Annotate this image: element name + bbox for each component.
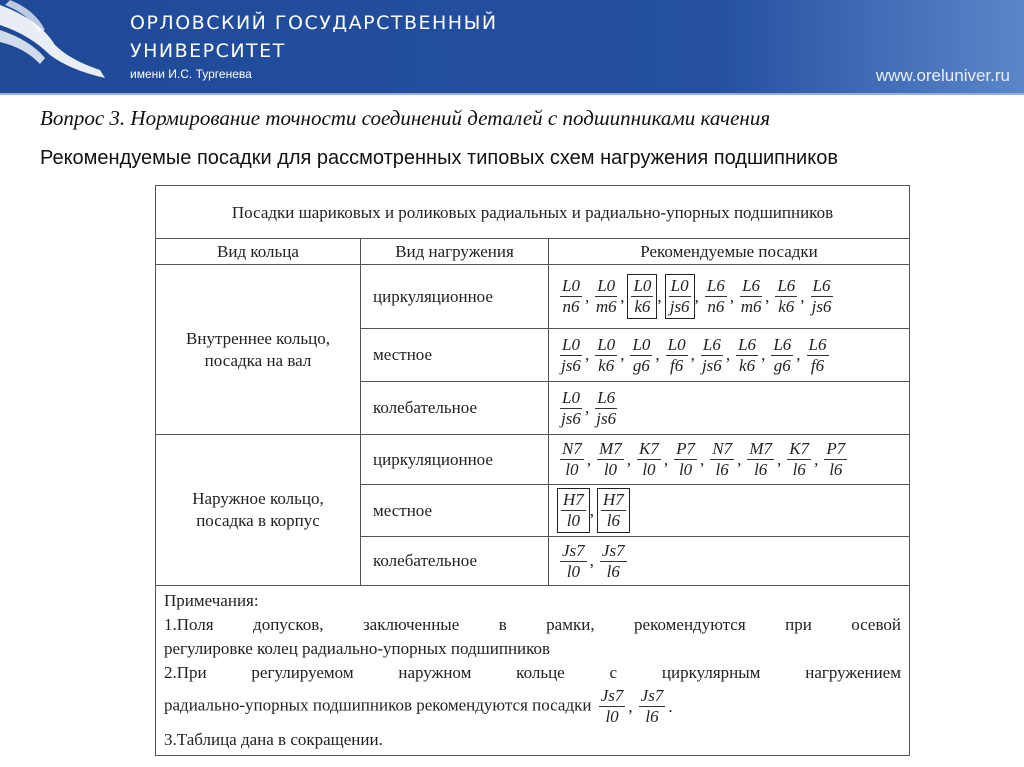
fit-fraction (663, 334, 691, 377)
fits-table (155, 185, 910, 756)
fit-numerator: H7 (603, 490, 624, 509)
fit-fraction (804, 334, 832, 377)
fit-fraction (557, 334, 585, 377)
fit-denominator: g6 (632, 355, 650, 375)
fit-fraction (772, 275, 800, 318)
fit-fraction (557, 275, 585, 318)
separator: , (628, 696, 633, 716)
slide-subtitle: Рекомендуемые посадки для рассмотренных типовых схем нагружения подшипников (40, 147, 838, 169)
fit-denominator: m6 (740, 297, 762, 316)
separator: , (725, 345, 731, 364)
table-title: Посадки шариковых и роликовых радиальных и радиально-упорных подшипников (156, 186, 910, 239)
fit-denominator: l0 (565, 460, 579, 479)
fit-fraction (821, 438, 850, 481)
separator: , (737, 449, 742, 469)
fit-numerator: L0 (633, 276, 652, 295)
fit-denominator: l6 (606, 511, 621, 530)
fit-denominator: js6 (596, 408, 617, 428)
notes-cell (156, 586, 910, 756)
table-row (156, 265, 910, 329)
fit-numerator: L0 (632, 334, 651, 354)
fit-fraction (557, 488, 590, 533)
note-2-line2 (164, 685, 901, 728)
website-link[interactable]: www.oreluniver.ru (875, 66, 1010, 85)
fit-numerator: M7 (749, 439, 773, 458)
separator: , (700, 449, 705, 469)
fit-denominator: l0 (678, 460, 693, 479)
separator: , (694, 286, 699, 306)
fit-numerator: Js7 (600, 686, 624, 705)
fit-numerator: L0 (562, 276, 580, 295)
separator: , (690, 345, 695, 364)
separator: , (589, 551, 594, 570)
fit-denominator: l6 (645, 707, 659, 726)
fit-fraction (597, 488, 630, 533)
fit-numerator: L0 (562, 334, 580, 354)
fits-cell (549, 435, 910, 485)
fits-cell (549, 382, 910, 435)
fit-denominator: g6 (773, 355, 791, 375)
separator: , (626, 449, 632, 469)
fit-fraction (594, 438, 627, 481)
fits-cell (549, 329, 910, 382)
note-2-fits (596, 686, 676, 726)
separator: , (584, 286, 590, 306)
fit-numerator: Js7 (640, 686, 664, 705)
fit-numerator: L6 (808, 334, 827, 354)
fit-numerator: L0 (562, 387, 580, 407)
fit-numerator: L0 (597, 276, 616, 295)
fit-fraction (737, 275, 765, 318)
fit-numerator: L0 (667, 334, 686, 354)
fit-denominator: js6 (811, 297, 832, 316)
separator: , (729, 286, 735, 306)
question-title: Вопрос 3. Нормирование точности соединений деталей с подшипниками качения (40, 106, 771, 130)
fit-denominator: js6 (561, 408, 581, 428)
fit-numerator: Js7 (601, 540, 625, 560)
fits-cell (549, 485, 910, 537)
fit-numerator: L6 (702, 334, 721, 354)
fit-numerator: L6 (777, 276, 796, 295)
fit-fraction (702, 275, 730, 318)
separator: , (761, 345, 766, 364)
separator: , (620, 286, 625, 306)
fit-denominator: js6 (561, 355, 581, 375)
fit-numerator: H7 (563, 490, 584, 509)
fit-fraction (808, 275, 836, 318)
fit-fraction (768, 334, 796, 377)
load-type-cell: колебательное (361, 537, 549, 586)
fit-denominator: l0 (566, 511, 580, 530)
separator: , (655, 345, 660, 364)
ring-type-cell: Наружное кольцо, посадка в корпус (156, 435, 361, 586)
fit-fraction (627, 334, 655, 377)
fit-numerator: L0 (597, 334, 616, 354)
separator: . (668, 696, 673, 716)
fit-fraction (557, 438, 587, 481)
fit-numerator: M7 (599, 439, 622, 458)
fit-denominator: l6 (606, 561, 620, 581)
fit-numerator: L6 (597, 387, 616, 407)
fit-numerator: L6 (773, 334, 792, 354)
fit-denominator: m6 (595, 297, 617, 316)
note-2-text: радиально-упорных подшипников рекомендуются посадки (164, 695, 592, 715)
fit-fraction (636, 685, 669, 728)
fit-fraction (671, 438, 700, 481)
table-row (156, 435, 910, 485)
fit-fraction (744, 438, 777, 481)
separator: , (657, 286, 662, 306)
university-name-line3: имени И.С. Тургенева (130, 67, 252, 81)
fit-numerator: N7 (562, 439, 582, 458)
fit-numerator: P7 (826, 439, 846, 458)
separator: , (586, 449, 592, 469)
separator: , (765, 286, 770, 306)
fit-numerator: L6 (742, 276, 761, 295)
header-recommended-fits: Рекомендуемые посадки (549, 239, 910, 265)
fit-fraction (597, 540, 630, 583)
note-1-line1: 1.Поля допусков, заключенные в рамки, рекомендуются при осевой (164, 615, 901, 634)
separator: , (620, 345, 625, 364)
load-type-cell: циркуляционное (361, 435, 549, 485)
fit-denominator: l0 (605, 707, 619, 726)
separator: , (663, 449, 669, 469)
fit-denominator: l6 (754, 460, 768, 479)
fit-denominator: k6 (634, 297, 651, 316)
fit-fraction (698, 334, 726, 377)
fit-denominator: n6 (562, 297, 580, 316)
fits-cell (549, 537, 910, 586)
fit-denominator: l6 (792, 460, 806, 479)
fit-numerator: N7 (712, 439, 733, 458)
fit-denominator: n6 (707, 297, 725, 316)
fit-numerator: K7 (639, 439, 659, 458)
load-type-cell: циркуляционное (361, 265, 549, 329)
fit-fraction (592, 275, 620, 318)
fit-denominator: js6 (701, 355, 722, 375)
fit-fraction (707, 438, 737, 481)
fit-fraction (557, 540, 590, 583)
note-3: 3.Таблица дана в сокращении. (164, 730, 383, 749)
fits-cell (549, 265, 910, 329)
separator: , (589, 500, 595, 520)
fit-numerator: Js7 (562, 540, 585, 560)
fit-fraction (592, 387, 620, 430)
fit-fraction (784, 438, 814, 481)
load-type-cell: местное (361, 485, 549, 537)
fit-denominator: k6 (739, 355, 756, 375)
fit-fraction (665, 274, 695, 319)
header-ring-type: Вид кольца (156, 239, 361, 265)
fit-numerator: L6 (706, 276, 725, 295)
university-banner (0, 0, 1024, 95)
ring-type-cell: Внутреннее кольцо, посадка на вал (156, 265, 361, 435)
fit-numerator: L6 (812, 276, 831, 295)
note-2-line1: 2.При регулируемом наружном кольце с циркулярным нагружением (164, 663, 901, 682)
fit-denominator: l0 (603, 460, 618, 479)
fit-denominator: f6 (810, 355, 825, 375)
fit-numerator: L0 (670, 276, 689, 295)
separator: , (796, 345, 801, 364)
fit-fraction (627, 274, 657, 319)
university-name-line1: ОРЛОВСКИЙ ГОСУДАРСТВЕННЫЙ (130, 12, 498, 34)
fit-numerator: K7 (789, 439, 810, 458)
fit-denominator: l6 (715, 460, 729, 479)
separator: , (800, 286, 805, 306)
fit-denominator: l0 (566, 561, 580, 581)
fit-fraction (634, 438, 664, 481)
fit-denominator: l6 (829, 460, 843, 479)
fit-denominator: k6 (598, 355, 615, 375)
fit-fraction (733, 334, 761, 377)
separator: , (777, 449, 782, 469)
load-type-cell: колебательное (361, 382, 549, 435)
header-load-type: Вид нагружения (361, 239, 549, 265)
separator: , (584, 345, 590, 364)
fit-fraction (592, 334, 620, 377)
note-1-line2: регулировке колец радиально-упорных подшипников (164, 639, 551, 658)
fit-denominator: f6 (670, 355, 684, 375)
fit-numerator: L6 (738, 334, 757, 354)
fit-denominator: l0 (642, 460, 656, 479)
university-logo-icon (0, 0, 110, 80)
notes-heading: Примечания: (164, 591, 259, 610)
fit-fraction (557, 387, 585, 430)
fit-numerator: P7 (676, 439, 695, 458)
fit-fraction (596, 685, 629, 728)
separator: , (584, 398, 590, 417)
separator: , (814, 449, 819, 469)
fit-denominator: js6 (669, 297, 690, 316)
university-name-line2: УНИВЕРСИТЕТ (130, 40, 286, 62)
fit-denominator: k6 (778, 297, 795, 316)
load-type-cell: местное (361, 329, 549, 382)
